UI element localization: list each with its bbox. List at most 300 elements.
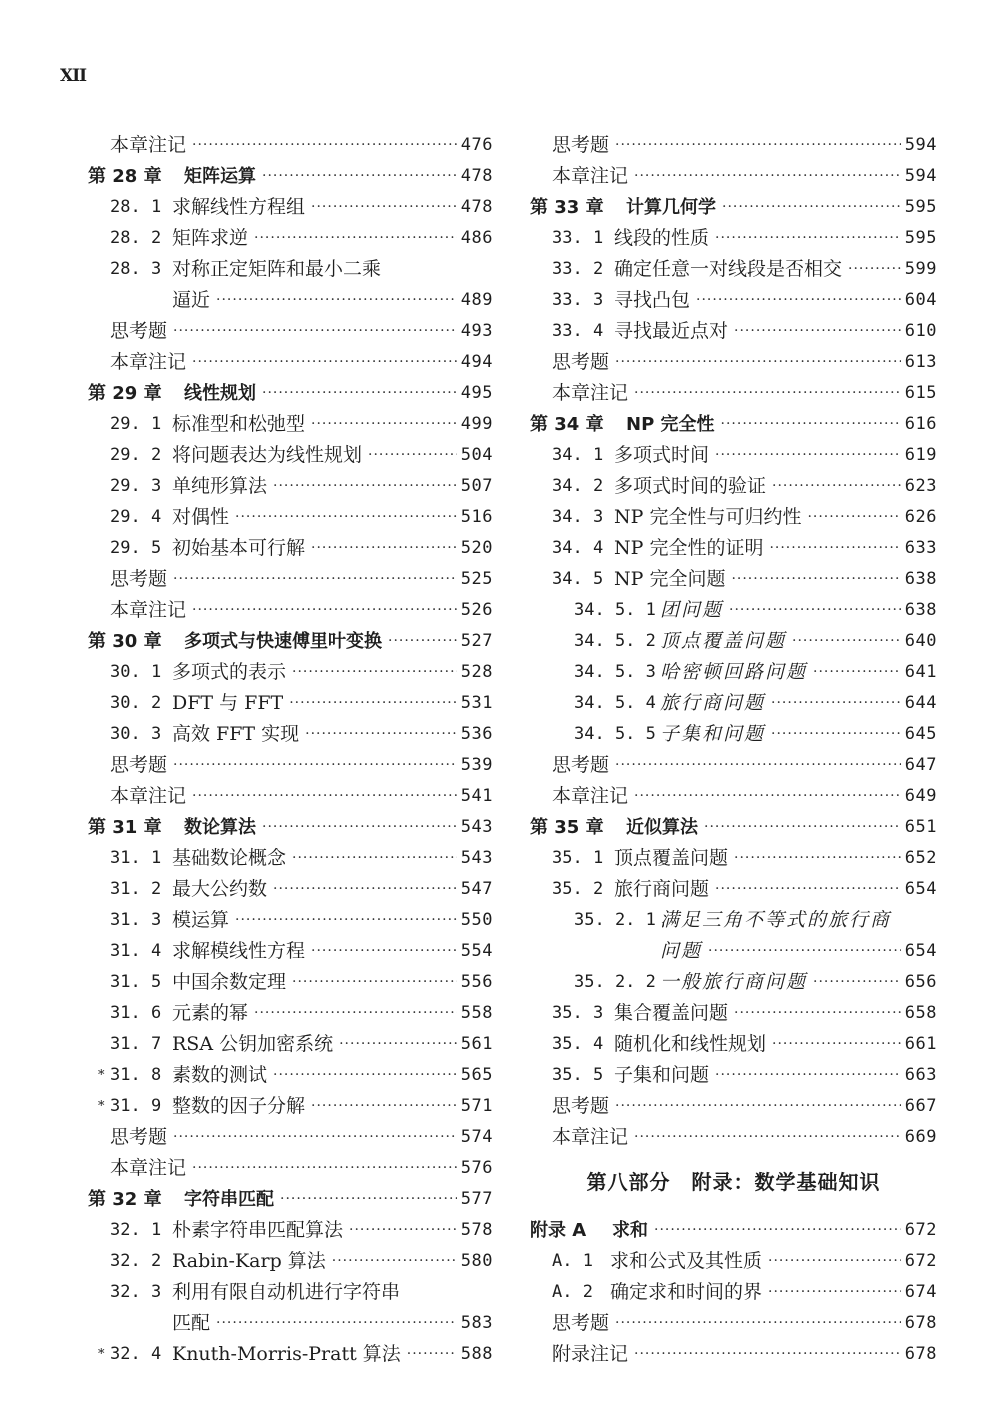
toc-entry-title: 单纯形算法 bbox=[172, 475, 268, 497]
toc-page-number: 493 bbox=[460, 321, 493, 341]
toc-entry-number: 第 29 章 bbox=[88, 383, 162, 404]
toc-page-number: 516 bbox=[460, 507, 493, 527]
toc-page-number: 520 bbox=[460, 538, 493, 558]
dot-leader bbox=[192, 347, 457, 378]
toc-entry-title: NP 完全问题 bbox=[614, 568, 726, 590]
toc-section-entry bbox=[530, 1246, 937, 1277]
toc-entry-title: 子集和问题 bbox=[660, 723, 766, 745]
toc-entry-number: 29. 4 bbox=[110, 507, 162, 527]
toc-entry bbox=[530, 1091, 937, 1122]
toc-entry-number: 28. 1 bbox=[110, 197, 162, 217]
toc-entry-number: 32. 4 bbox=[110, 1344, 162, 1364]
toc-entry-title: 初始基本可行解 bbox=[172, 537, 306, 559]
toc-page-number: 654 bbox=[904, 941, 937, 961]
toc-entry-title: 思考题 bbox=[552, 754, 610, 776]
toc-subsection-entry bbox=[530, 719, 937, 750]
toc-section-entry bbox=[530, 874, 937, 905]
toc-page-number: 543 bbox=[460, 848, 493, 868]
toc-page-number: 583 bbox=[460, 1313, 493, 1333]
toc-section-entry bbox=[88, 719, 493, 750]
toc-entry-title: 求解模线性方程 bbox=[172, 940, 306, 962]
toc-page-number: 476 bbox=[460, 135, 493, 155]
toc-page-number: 556 bbox=[460, 972, 493, 992]
toc-entry-title: 将问题表达为线性规划 bbox=[172, 444, 363, 466]
toc-entry-number: 28. 3 bbox=[110, 259, 162, 279]
toc-entry-number: 29. 5 bbox=[110, 538, 162, 558]
dot-leader bbox=[311, 192, 457, 223]
dot-leader bbox=[715, 440, 901, 471]
toc-entry-title: 求和公式及其性质 bbox=[610, 1250, 763, 1272]
toc-entry bbox=[530, 781, 937, 812]
dot-leader bbox=[311, 1091, 457, 1122]
toc-entry-number: 34. 5. 2 bbox=[574, 631, 656, 651]
toc-entry-title: Knuth-Morris-Pratt 算法 bbox=[172, 1343, 401, 1365]
toc-chapter-entry bbox=[88, 1184, 493, 1215]
toc-entry-title: 矩阵运算 bbox=[184, 166, 256, 187]
toc-page-number: 626 bbox=[904, 507, 937, 527]
toc-entry-number: 31. 4 bbox=[110, 941, 162, 961]
toc-page-number: 595 bbox=[904, 197, 937, 217]
toc-entry-title: 思考题 bbox=[552, 1312, 610, 1334]
toc-entry bbox=[88, 564, 493, 595]
toc-entry-number: 附录 A bbox=[530, 1220, 587, 1241]
toc-section-entry bbox=[88, 657, 493, 688]
toc-page-number: 619 bbox=[904, 445, 937, 465]
dot-leader bbox=[769, 533, 900, 564]
dot-leader bbox=[807, 502, 900, 533]
toc-page-number: 576 bbox=[460, 1158, 493, 1178]
toc-entry-number: 31. 5 bbox=[110, 972, 162, 992]
toc-page-number: 633 bbox=[904, 538, 937, 558]
toc-section-entry bbox=[88, 998, 493, 1029]
toc-page-number: 645 bbox=[904, 724, 937, 744]
toc-section-entry bbox=[530, 1060, 937, 1091]
toc-entry-title: 最大公约数 bbox=[172, 878, 268, 900]
toc-entry-title: 满足三角不等式的旅行商 bbox=[660, 909, 892, 931]
toc-entry-title: 团问题 bbox=[660, 599, 724, 621]
toc-page-number: 654 bbox=[904, 879, 937, 899]
toc-section-entry bbox=[530, 471, 937, 502]
toc-section-entry bbox=[530, 502, 937, 533]
dot-leader bbox=[292, 657, 457, 688]
toc-section-entry bbox=[88, 936, 493, 967]
toc-entry-number: 30. 2 bbox=[110, 693, 162, 713]
toc-entry bbox=[88, 1153, 493, 1184]
toc-continuation-line bbox=[530, 936, 937, 967]
dot-leader bbox=[192, 781, 457, 812]
dot-leader bbox=[734, 843, 901, 874]
dot-leader bbox=[173, 564, 457, 595]
toc-entry-title: 旅行商问题 bbox=[660, 692, 766, 714]
toc-subsection-entry bbox=[530, 626, 937, 657]
toc-entry-number: 33. 1 bbox=[552, 228, 604, 248]
toc-section-entry bbox=[530, 1029, 937, 1060]
toc-entry-title: NP 完全性与可归约性 bbox=[614, 506, 802, 528]
toc-continuation-line bbox=[88, 1308, 493, 1339]
toc-page-number: 604 bbox=[904, 290, 937, 310]
toc-entry-number: A. 2 bbox=[552, 1282, 593, 1302]
dot-leader bbox=[615, 1308, 901, 1339]
toc-subsection-entry bbox=[530, 905, 937, 936]
dot-leader bbox=[407, 1339, 457, 1370]
toc-page-number: 489 bbox=[460, 290, 493, 310]
toc-entry-number: 31. 8 bbox=[110, 1065, 162, 1085]
toc-entry-title: 朴素字符串匹配算法 bbox=[172, 1219, 344, 1241]
toc-entry-title: 多项式时间的验证 bbox=[614, 475, 767, 497]
toc-entry bbox=[530, 161, 937, 192]
toc-section-entry bbox=[88, 843, 493, 874]
toc-entry bbox=[530, 1308, 937, 1339]
toc-page-number: 486 bbox=[460, 228, 493, 248]
dot-leader bbox=[792, 626, 901, 657]
toc-page-number: 578 bbox=[460, 1220, 493, 1240]
toc-entry-title: 素数的测试 bbox=[172, 1064, 268, 1086]
toc-section-entry bbox=[530, 285, 937, 316]
toc-section-entry bbox=[88, 967, 493, 998]
toc-entry-title: 求解线性方程组 bbox=[172, 196, 306, 218]
dot-leader bbox=[173, 750, 457, 781]
toc-entry-title: 思考题 bbox=[110, 1126, 168, 1148]
dot-leader bbox=[615, 347, 901, 378]
dot-leader bbox=[813, 967, 901, 998]
dot-leader bbox=[332, 1246, 457, 1277]
toc-page-number: 580 bbox=[460, 1251, 493, 1271]
optional-section-marker: * bbox=[98, 1099, 105, 1114]
toc-entry-number: 34. 5. 4 bbox=[574, 693, 656, 713]
toc-entry-number: 34. 5. 3 bbox=[574, 662, 656, 682]
toc-entry-number: 35. 2 bbox=[552, 879, 604, 899]
toc-section-entry bbox=[530, 1277, 937, 1308]
toc-section-entry bbox=[530, 998, 937, 1029]
dot-leader bbox=[729, 595, 901, 626]
toc-section-entry bbox=[88, 254, 493, 285]
dot-leader bbox=[734, 316, 901, 347]
toc-entry-title: 整数的因子分解 bbox=[172, 1095, 306, 1117]
toc-entry-title: 哈密顿回路问题 bbox=[660, 661, 808, 683]
toc-section-entry bbox=[88, 1277, 493, 1308]
toc-page-number: 674 bbox=[904, 1282, 937, 1302]
toc-entry-number: A. 1 bbox=[552, 1251, 593, 1271]
toc-entry bbox=[530, 378, 937, 409]
toc-entry-title: 随机化和线性规划 bbox=[614, 1033, 767, 1055]
dot-leader bbox=[305, 719, 457, 750]
toc-entry bbox=[530, 1122, 937, 1153]
toc-entry-number: 34. 2 bbox=[552, 476, 604, 496]
toc-entry-title: NP 完全性 bbox=[626, 414, 715, 435]
dot-leader bbox=[634, 378, 901, 409]
toc-entry-title: 思考题 bbox=[110, 568, 168, 590]
toc-entry-number: 34. 5. 1 bbox=[574, 600, 656, 620]
toc-page-number: 640 bbox=[904, 631, 937, 651]
toc-entry-number: 第 33 章 bbox=[530, 197, 604, 218]
toc-page-number: 616 bbox=[904, 414, 937, 434]
dot-leader bbox=[768, 1246, 901, 1277]
dot-leader bbox=[734, 998, 901, 1029]
toc-entry-title: 顶点覆盖问题 bbox=[614, 847, 729, 869]
toc-page-number: 554 bbox=[460, 941, 493, 961]
toc-entry-title: DFT 与 FFT bbox=[172, 692, 284, 714]
toc-entry-title: 本章注记 bbox=[552, 1126, 629, 1148]
toc-page-number: 565 bbox=[460, 1065, 493, 1085]
toc-page-number: 526 bbox=[460, 600, 493, 620]
dot-leader bbox=[292, 843, 457, 874]
toc-entry-title: 顶点覆盖问题 bbox=[660, 630, 787, 652]
dot-leader bbox=[289, 688, 457, 719]
toc-section-entry bbox=[530, 533, 937, 564]
toc-entry-title: 中国余数定理 bbox=[172, 971, 287, 993]
dot-leader bbox=[634, 161, 901, 192]
dot-leader bbox=[311, 409, 457, 440]
dot-leader bbox=[254, 998, 457, 1029]
toc-section-entry bbox=[530, 316, 937, 347]
toc-page-number: 647 bbox=[904, 755, 937, 775]
toc-entry-number: 33. 2 bbox=[552, 259, 604, 279]
toc-entry-title: 匹配 bbox=[172, 1312, 211, 1334]
toc-entry-number: 32. 2 bbox=[110, 1251, 162, 1271]
optional-section-marker: * bbox=[98, 1347, 105, 1362]
toc-entry-title: 线性规划 bbox=[184, 383, 256, 404]
toc-entry-title: 本章注记 bbox=[110, 134, 187, 156]
toc-section-entry bbox=[530, 254, 937, 285]
toc-entry bbox=[88, 1122, 493, 1153]
toc-entry-title: 思考题 bbox=[110, 320, 168, 342]
toc-page-number: 672 bbox=[904, 1220, 937, 1240]
toc-entry-number: 34. 4 bbox=[552, 538, 604, 558]
toc-section-entry bbox=[88, 192, 493, 223]
part-heading: 第八部分 附录：数学基础知识 bbox=[586, 1170, 881, 1194]
toc-section-entry bbox=[88, 502, 493, 533]
toc-section-entry bbox=[88, 223, 493, 254]
toc-page-number: 507 bbox=[460, 476, 493, 496]
toc-entry-title: 本章注记 bbox=[110, 351, 187, 373]
toc-entry-number: 31. 6 bbox=[110, 1003, 162, 1023]
optional-section-marker: * bbox=[98, 1068, 105, 1083]
toc-entry-title: 求和 bbox=[612, 1220, 648, 1241]
toc-entry-title: 多项式时间 bbox=[614, 444, 710, 466]
dot-leader bbox=[273, 1060, 457, 1091]
dot-leader bbox=[715, 223, 901, 254]
toc-entry-title: 元素的幂 bbox=[172, 1002, 249, 1024]
toc-entry-title: 线段的性质 bbox=[614, 227, 710, 249]
toc-entry-title: 标准型和松弛型 bbox=[172, 413, 306, 435]
toc-entry-number: 35. 2. 2 bbox=[574, 972, 656, 992]
toc-entry-title: 寻找最近点对 bbox=[614, 320, 729, 342]
toc-entry bbox=[88, 316, 493, 347]
dot-leader bbox=[173, 316, 457, 347]
toc-entry-number: 32. 1 bbox=[110, 1220, 162, 1240]
toc-page-number: 623 bbox=[904, 476, 937, 496]
toc-section-entry bbox=[88, 409, 493, 440]
toc-page-number: 527 bbox=[460, 631, 493, 651]
toc-page-number: 541 bbox=[460, 786, 493, 806]
toc-page-number: 558 bbox=[460, 1003, 493, 1023]
toc-entry-title: 利用有限自动机进行字符串 bbox=[172, 1281, 401, 1303]
dot-leader bbox=[708, 936, 901, 967]
toc-subsection-entry bbox=[530, 657, 937, 688]
toc-entry bbox=[88, 750, 493, 781]
dot-leader bbox=[192, 595, 457, 626]
toc-entry-number: 32. 3 bbox=[110, 1282, 162, 1302]
toc-page-number: 678 bbox=[904, 1313, 937, 1333]
dot-leader bbox=[813, 657, 901, 688]
page-number: XII bbox=[60, 66, 87, 86]
toc-appendix-entry bbox=[530, 1215, 937, 1246]
toc-entry-number: 35. 4 bbox=[552, 1034, 604, 1054]
toc-entry-number: 第 32 章 bbox=[88, 1189, 162, 1210]
toc-right-column bbox=[530, 130, 937, 1370]
toc-page-number: 656 bbox=[904, 972, 937, 992]
toc-section-entry bbox=[88, 440, 493, 471]
toc-entry-title: 多项式与快速傅里叶变换 bbox=[184, 631, 382, 652]
toc-entry-number: 第 30 章 bbox=[88, 631, 162, 652]
toc-entry-title: 本章注记 bbox=[110, 599, 187, 621]
dot-leader bbox=[273, 471, 457, 502]
dot-leader bbox=[254, 223, 457, 254]
toc-entry-number: 34. 5. 5 bbox=[574, 724, 656, 744]
dot-leader bbox=[192, 130, 457, 161]
toc-entry-title: 计算几何学 bbox=[626, 197, 716, 218]
toc-entry-title: 多项式的表示 bbox=[172, 661, 287, 683]
toc-entry-title: 本章注记 bbox=[552, 165, 629, 187]
toc-entry-number: 30. 3 bbox=[110, 724, 162, 744]
dot-leader bbox=[772, 471, 901, 502]
dot-leader bbox=[311, 936, 457, 967]
toc-entry-title: 子集和问题 bbox=[614, 1064, 710, 1086]
toc-page-number: 478 bbox=[460, 197, 493, 217]
toc-page-number: 678 bbox=[904, 1344, 937, 1364]
dot-leader bbox=[722, 192, 901, 223]
dot-leader bbox=[349, 1215, 457, 1246]
toc-entry-number: 35. 5 bbox=[552, 1065, 604, 1085]
toc-chapter-entry bbox=[530, 812, 937, 843]
dot-leader bbox=[273, 874, 457, 905]
toc-section-entry bbox=[88, 1246, 493, 1277]
toc-entry-title: 确定任意一对线段是否相交 bbox=[614, 258, 843, 280]
toc-chapter-entry bbox=[88, 812, 493, 843]
toc-page-number: 652 bbox=[904, 848, 937, 868]
toc-chapter-entry bbox=[88, 161, 493, 192]
toc-page-number: 663 bbox=[904, 1065, 937, 1085]
dot-leader bbox=[235, 905, 457, 936]
dot-leader bbox=[771, 719, 901, 750]
dot-leader bbox=[615, 1091, 901, 1122]
toc-page-number: 571 bbox=[460, 1096, 493, 1116]
toc-entry-number: 29. 3 bbox=[110, 476, 162, 496]
toc-page-number: 651 bbox=[904, 817, 937, 837]
toc-entry-title: 思考题 bbox=[552, 134, 610, 156]
toc-page-number: 644 bbox=[904, 693, 937, 713]
dot-leader bbox=[216, 285, 457, 316]
dot-leader bbox=[368, 440, 457, 471]
toc-entry-number: 31. 1 bbox=[110, 848, 162, 868]
toc-page-number: 594 bbox=[904, 135, 937, 155]
toc-entry bbox=[530, 347, 937, 378]
toc-entry-number: 31. 9 bbox=[110, 1096, 162, 1116]
dot-leader bbox=[173, 1122, 457, 1153]
toc-entry-title: 一般旅行商问题 bbox=[660, 971, 808, 993]
toc-section-entry bbox=[88, 1339, 493, 1370]
toc-page-number: 561 bbox=[460, 1034, 493, 1054]
toc-entry-title: 旅行商问题 bbox=[614, 878, 710, 900]
dot-leader bbox=[654, 1215, 901, 1246]
toc-page-number: 672 bbox=[904, 1251, 937, 1271]
toc-entry-title: 本章注记 bbox=[110, 785, 187, 807]
toc-entry-number: 29. 1 bbox=[110, 414, 162, 434]
toc-page-number: 531 bbox=[460, 693, 493, 713]
toc-entry-title: 高效 FFT 实现 bbox=[172, 723, 300, 745]
toc-entry-title: 附录注记 bbox=[552, 1343, 629, 1365]
toc-page-number: 588 bbox=[460, 1344, 493, 1364]
toc-subsection-entry bbox=[530, 595, 937, 626]
dot-leader bbox=[280, 1184, 457, 1215]
toc-entry-title: 思考题 bbox=[552, 351, 610, 373]
toc-entry-title: 寻找凸包 bbox=[614, 289, 691, 311]
toc-entry-title: 字符串匹配 bbox=[184, 1189, 274, 1210]
dot-leader bbox=[235, 502, 457, 533]
dot-leader bbox=[192, 1153, 457, 1184]
dot-leader bbox=[768, 1277, 901, 1308]
toc-entry-title: 问题 bbox=[660, 940, 703, 962]
toc-entry bbox=[530, 130, 937, 161]
toc-section-entry bbox=[530, 440, 937, 471]
dot-leader bbox=[704, 812, 901, 843]
dot-leader bbox=[615, 130, 901, 161]
toc-page-number: 638 bbox=[904, 569, 937, 589]
toc-entry-number: 30. 1 bbox=[110, 662, 162, 682]
toc-page-number: 661 bbox=[904, 1034, 937, 1054]
toc-section-entry bbox=[88, 905, 493, 936]
toc-section-entry bbox=[88, 1029, 493, 1060]
toc-page-number: 525 bbox=[460, 569, 493, 589]
dot-leader bbox=[715, 1060, 901, 1091]
dot-leader bbox=[388, 626, 457, 657]
toc-entry-title: 思考题 bbox=[552, 1095, 610, 1117]
toc-entry-number: 35. 2. 1 bbox=[574, 910, 656, 930]
toc-section-entry bbox=[88, 688, 493, 719]
toc-page-number: 613 bbox=[904, 352, 937, 372]
toc-subsection-entry bbox=[530, 967, 937, 998]
dot-leader bbox=[634, 1122, 901, 1153]
toc-page-number: 658 bbox=[904, 1003, 937, 1023]
toc-page-number: 536 bbox=[460, 724, 493, 744]
dot-leader bbox=[292, 967, 457, 998]
toc-entry-title: 对偶性 bbox=[172, 506, 230, 528]
toc-entry-title: 数论算法 bbox=[184, 817, 256, 838]
toc-page-number: 615 bbox=[904, 383, 937, 403]
toc-entry-number: 29. 2 bbox=[110, 445, 162, 465]
toc-page-number: 595 bbox=[904, 228, 937, 248]
toc-entry-number: 33. 4 bbox=[552, 321, 604, 341]
toc-chapter-entry bbox=[530, 409, 937, 440]
toc-entry-title: NP 完全性的证明 bbox=[614, 537, 764, 559]
toc-entry-title: 对称正定矩阵和最小二乘 bbox=[172, 258, 382, 280]
dot-leader bbox=[771, 688, 901, 719]
dot-leader bbox=[715, 874, 901, 905]
toc-entry-title: Rabin-Karp 算法 bbox=[172, 1250, 326, 1272]
dot-leader bbox=[731, 564, 900, 595]
toc-entry-number: 34. 5 bbox=[552, 569, 604, 589]
dot-leader bbox=[848, 254, 901, 285]
toc-entry bbox=[88, 781, 493, 812]
toc-entry-number: 28. 2 bbox=[110, 228, 162, 248]
dot-leader bbox=[216, 1308, 457, 1339]
toc-section-entry bbox=[530, 843, 937, 874]
toc-section-entry bbox=[530, 564, 937, 595]
toc-entry-number: 第 34 章 bbox=[530, 414, 604, 435]
toc-entry-title: 逼近 bbox=[172, 289, 211, 311]
toc-section-entry bbox=[530, 223, 937, 254]
dot-leader bbox=[262, 812, 457, 843]
